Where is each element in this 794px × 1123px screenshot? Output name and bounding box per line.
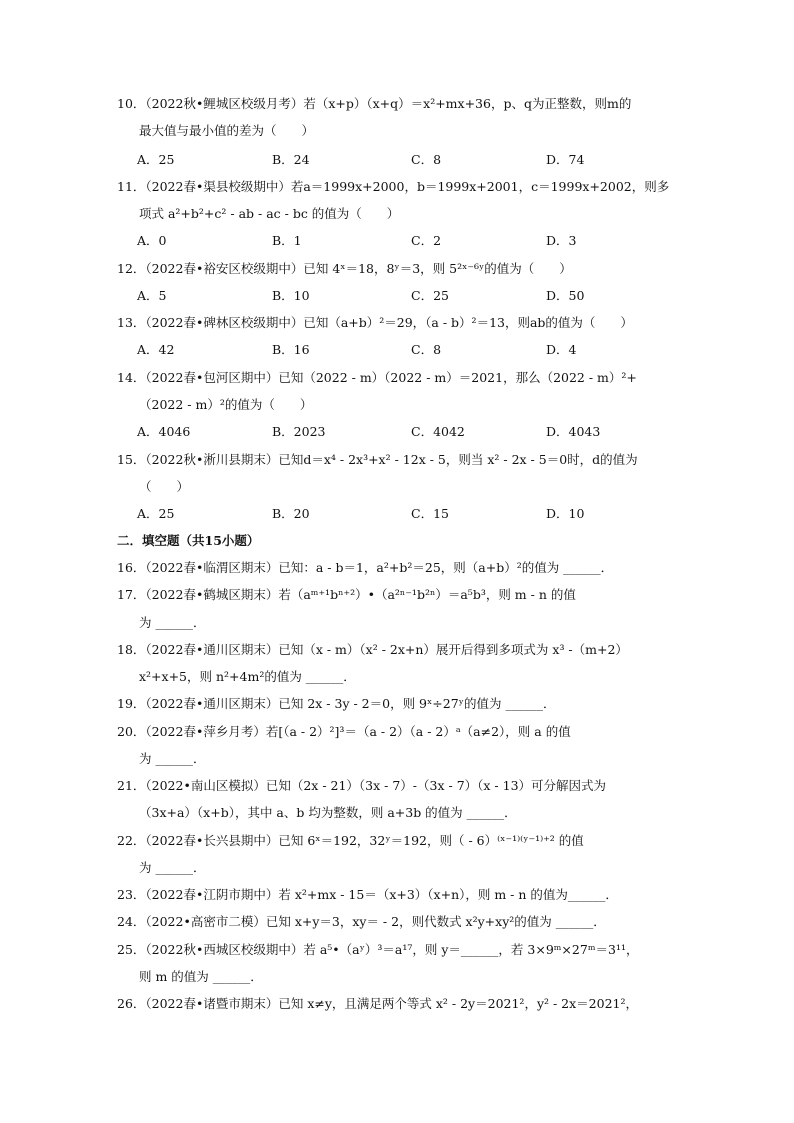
question-21-line-2: （3x+a）（x+b），其中 a、b 均为整数，则 a+3b 的值为 ______． [139, 805, 517, 820]
question-15-line-1: 15．（2022秋•淅川县期末）已知d＝x⁴ - 2x³+x² - 12x - 5，则当 x² - 2x - 5＝0时，d的值为 [117, 452, 638, 467]
q13-option-d: D．4 [546, 342, 577, 357]
question-24: 24．（2022•高密市二模）已知 x+y＝3，xy＝ - 2，则代数式 x²y+xy²的值为 ______． [117, 914, 606, 929]
question-19: 19．（2022春•通川区期末）已知 2x - 3y - 2＝0，则 9ˣ÷27ʸ的值为 ______． [117, 696, 556, 711]
question-18-line-1: 18．（2022春•通川区期末）已知（x - m）（x² - 2x+n）展开后得到多项式为 x³ -（m+2） [117, 642, 628, 657]
section-heading-fill-in: 二．填空题（共15小题） [117, 533, 260, 548]
question-15-line-2: （ ） [139, 479, 190, 494]
q11-option-a: A．0 [137, 233, 167, 248]
q10-option-d: D．74 [546, 152, 585, 167]
question-26-line-1: 26．（2022春•诸暨市期末）已知 x≠y，且满足两个等式 x² - 2y＝2021²，y² - 2x＝2021²， [117, 996, 639, 1011]
question-16: 16．（2022春•临渭区期末）已知：a - b＝1，a²+b²＝25，则（a+b）²的值为 ______． [117, 560, 614, 575]
q13-option-b: B．16 [272, 342, 310, 357]
question-11-line-2: 项式 a²+b²+c² - ab - ac - bc 的值为（ ） [139, 206, 400, 221]
q15-option-a: A．25 [137, 506, 175, 521]
question-17-line-1: 17．（2022春•鹤城区期末）若（aᵐ⁺¹bⁿ⁺²）•（a²ⁿ⁻¹b²ⁿ）＝a⁵b³，则 m - n 的值 [117, 587, 576, 602]
question-13-line-1: 13．（2022春•碑林区校级期中）已知（a+b）²＝29，（a - b）²＝13，则ab的值为（ ） [117, 315, 633, 330]
q14-option-c: C．4042 [411, 424, 465, 439]
question-23: 23．（2022春•江阴市期中）若 x²+mx - 15＝（x+3）（x+n），则 m - n 的值为______． [117, 887, 618, 902]
question-20-line-2: 为 ______． [139, 751, 206, 766]
question-14-line-2: （2022 - m）²的值为（ ） [139, 397, 313, 412]
question-11-line-1: 11．（2022春•渠县校级期中）若a＝1999x+2000，b＝1999x+2001，c＝1999x+2002，则多 [117, 179, 670, 194]
question-22-line-1: 22．（2022春•长兴县期中）已知 6ˣ＝192，32ʸ＝192，则（ - 6）⁽ˣ⁻¹⁾⁽ʸ⁻¹⁾⁺² 的值 [117, 833, 584, 848]
question-17-line-2: 为 ______． [139, 615, 206, 630]
q10-option-c: C．8 [411, 152, 442, 167]
q12-option-b: B．10 [272, 288, 310, 303]
q12-option-c: C．25 [411, 288, 449, 303]
q10-option-b: B．24 [272, 152, 310, 167]
q11-option-d: D．3 [546, 233, 577, 248]
question-21-line-1: 21．（2022•南山区模拟）已知（2x - 21）（3x - 7）-（3x - 7）（x - 13）可分解因式为 [117, 778, 607, 793]
question-14-line-1: 14．（2022春•包河区期中）已知（2022 - m）（2022 - m）＝2021，那么（2022 - m）²+ [117, 370, 637, 385]
q15-option-b: B．20 [272, 506, 310, 521]
q15-option-c: C．15 [411, 506, 449, 521]
q12-option-a: A．5 [137, 288, 167, 303]
q14-option-b: B．2023 [272, 424, 326, 439]
question-25-line-1: 25．（2022秋•西城区校级期中）若 a⁵•（aʸ）³＝a¹⁷，则 y＝______，若 3×9ᵐ×27ᵐ＝3¹¹， [117, 942, 639, 957]
question-18-line-2: x²+x+5，则 n²+4m²的值为 ______． [139, 669, 356, 684]
q15-option-d: D．10 [546, 506, 585, 521]
q11-option-b: B．1 [272, 233, 302, 248]
question-12-line-1: 12．（2022春•裕安区校级期中）已知 4ˣ＝18，8ʸ＝3，则 5²ˣ⁻⁶ʸ的值为（ ） [117, 261, 572, 276]
question-20-line-1: 20．（2022春•萍乡月考）若[（a - 2）²]³＝（a - 2）（a - 2）ᵃ（a≠2），则 a 的值 [117, 724, 571, 739]
q14-option-a: A．4046 [137, 424, 191, 439]
q12-option-d: D．50 [546, 288, 585, 303]
question-10-line-2: 最大值与最小值的差为（ ） [139, 123, 315, 138]
q13-option-a: A．42 [137, 342, 175, 357]
question-25-line-2: 则 m 的值为 ______． [139, 969, 263, 984]
question-10-line-1: 10．（2022秋•鲤城区校级月考）若（x+p）（x+q）＝x²+mx+36，p、q为正整数，则m的 [117, 96, 632, 111]
question-22-line-2: 为 ______． [139, 860, 206, 875]
q11-option-c: C．2 [411, 233, 442, 248]
q14-option-d: D．4043 [546, 424, 601, 439]
q10-option-a: A．25 [137, 152, 175, 167]
q13-option-c: C．8 [411, 342, 442, 357]
